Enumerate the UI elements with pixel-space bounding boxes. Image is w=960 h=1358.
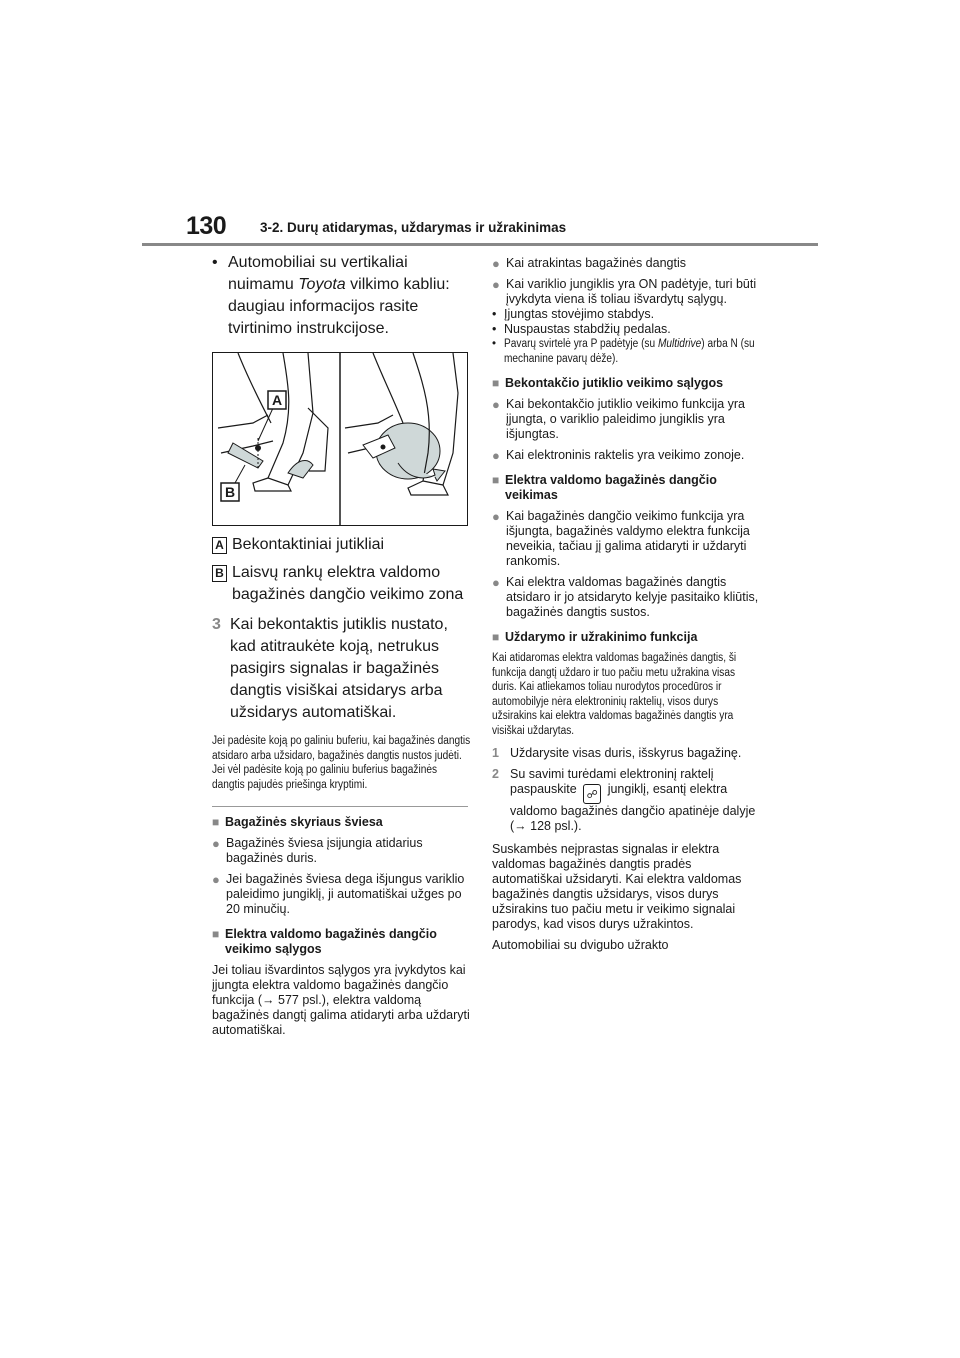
- bullet-icon: •: [492, 338, 497, 350]
- figure-label-b: B: [224, 484, 236, 500]
- label-a-box: A: [212, 537, 227, 554]
- light-item-2: ● Jei bagažinės šviesa dega išjungus variklio paleidimo jungiklį, ji automatiškai užges po 20 minučių.: [212, 872, 465, 916]
- label-a-item: A Bekontaktiniai jutikliai: [212, 534, 470, 556]
- dual-lock-paragraph: Automobiliai su dvigubo užrakto: [492, 938, 669, 952]
- step-1-number: 1: [492, 746, 499, 760]
- dot-icon: ●: [492, 448, 500, 463]
- foot-sensor-illustration: [213, 353, 467, 525]
- square-icon: ■: [492, 376, 500, 390]
- step-1: 1 Uždarysite visas duris, išskyrus bagažinę.: [492, 746, 742, 760]
- step-2-number: 2: [492, 767, 499, 781]
- right-column: [492, 252, 760, 953]
- cond-item-1: ● Kai atrakintas bagažinės dangtis: [492, 256, 686, 271]
- lock-heading: ■ Uždarymo ir užrakinimo funkcija: [492, 630, 698, 644]
- sub-item-3: • Pavarų svirtelė yra P padėtyje (su Multidrive) arba N (su mechanine pavarų dėže).: [492, 338, 755, 365]
- sensor-heading: ■ Bekontakčio jutiklio veikimo sąlygos: [492, 376, 724, 390]
- step-3: 3 Kai bekontaktis jutiklis nustato, kad atitraukėte koją, netrukus pasigirs signalas ir bagažinės dangtis visiškai atsidarys arba užsidarys automatiškai.: [212, 616, 448, 721]
- illustration-figure: [212, 352, 468, 526]
- dot-icon: ●: [492, 509, 500, 524]
- bullet-icon: •: [492, 307, 497, 321]
- square-icon: ■: [212, 927, 220, 941]
- power-item-1: ● Kai bagažinės dangčio veikimo funkcija yra išjungta, bagažinės valdymo elektra funkcija neveikia, tačiau jį galima atidaryti ir uždaryti rankomis.: [492, 509, 750, 568]
- cond-item-2: ● Kai variklio jungiklis yra ON padėtyje, turi būti įvykdyta viena iš toliau išvardytų sąlygų.: [492, 277, 757, 306]
- dot-icon: ●: [492, 256, 500, 271]
- sensor-item-2: ● Kai elektroninis raktelis yra veikimo zonoje.: [492, 448, 745, 463]
- section-divider: [212, 806, 468, 807]
- sub-item-2: • Nuspaustas stabdžių pedalas.: [492, 322, 671, 336]
- closing-paragraph: Suskambės neįprastas signalas ir elektra valdomas bagažinės dangtis pradės automatiškai užsidaryti. Kai elektra valdomas bagažinės dangtis užsidarys, visos durys užsirakins tuo pačiu metu ir veikimo signalai parodys, kad visos durys užrakintos.: [492, 842, 742, 931]
- square-icon: ■: [492, 473, 500, 487]
- label-b-item: B Laisvų rankų elektra valdomo bagažinės dangčio veikimo zona: [212, 562, 470, 606]
- dot-icon: ●: [212, 836, 220, 851]
- light-heading: ■ Bagažinės skyriaus šviesa: [212, 815, 383, 829]
- dot-icon: ●: [492, 397, 500, 412]
- square-icon: ■: [492, 630, 500, 644]
- foot-note: Jei padėsite koją po galiniu buferiu, kai bagažinės dangtis atsidaro arba užsidaro, bagažinės dangtis nustos judėti. Jei vėl padėsite koją po galiniu buferius bagažinės dangtis pajudės priešinga kryptimi.: [212, 735, 471, 791]
- left-column: [212, 252, 470, 1038]
- light-item-1: ● Bagažinės šviesa įsijungia atidarius bagažinės duris.: [212, 836, 423, 865]
- dot-icon: ●: [212, 872, 220, 887]
- power-heading: ■ Elektra valdomo bagažinės dangčio veikimas: [492, 473, 717, 502]
- lock-icon: ☍: [583, 784, 601, 804]
- intro-bullet: • Automobiliai su vertikaliai nuimamu Toyota vilkimo kabliu: daugiau informacijos rasite tvirtinimo instrukcijose.: [212, 254, 450, 337]
- dot-icon: ●: [492, 277, 500, 292]
- conditions-text: Jei toliau išvardintos sąlygos yra įvykdytos kai įjungta elektra valdomo bagažinės dangčio funkcija (→ 577 psl.), elektra valdomą bagažinės dangtį galima atidaryti arba uždaryti automatiškai.: [212, 963, 470, 1037]
- dot-icon: ●: [492, 575, 500, 590]
- header-rule: [142, 243, 818, 246]
- section-title: 3-2. Durų atidarymas, uždarymas ir užrakinimas: [260, 220, 567, 235]
- step-2: 2 Su savimi turėdami elektroninį raktelį paspauskite ☍ jungiklį, esantį elektra valdomo bagažinės dangčio apatinėje dalyje (→ 128 psl.).: [492, 767, 756, 833]
- sub-item-1: • Įjungtas stovėjimo stabdys.: [492, 307, 655, 321]
- step-3-number: 3: [212, 616, 221, 633]
- sensor-item-1: ● Kai bekontakčio jutiklio veikimo funkcija yra įjungta, o variklio paleidimo jungiklis yra išjungtas.: [492, 397, 745, 441]
- bullet-icon: •: [492, 322, 497, 336]
- page-number: 130: [186, 212, 227, 240]
- conditions-heading: ■ Elektra valdomo bagažinės dangčio veikimo sąlygos: [212, 927, 437, 956]
- figure-label-a: A: [271, 392, 283, 408]
- label-b-box: B: [212, 565, 227, 582]
- lock-note: Kai atidaromas elektra valdomas bagažinės dangtis, ši funkcija dangtį uždaro ir tuo pačiu metu užrakina visas duris. Kai atliekamos toliau nurodytos procedūros ir automobilyje nėra elektroninių raktelių, visos durys užsirakins kai elektra valdomas bagažinės dangtis yra visiškai uždarytas.: [492, 652, 737, 737]
- square-icon: ■: [212, 815, 220, 829]
- power-item-2: ● Kai elektra valdomas bagažinės dangtis atsidaro ir jo atsidaryto kelyje pasitaiko kliūtis, bagažinės dangtis sustos.: [492, 575, 759, 619]
- bullet-icon: •: [212, 254, 218, 271]
